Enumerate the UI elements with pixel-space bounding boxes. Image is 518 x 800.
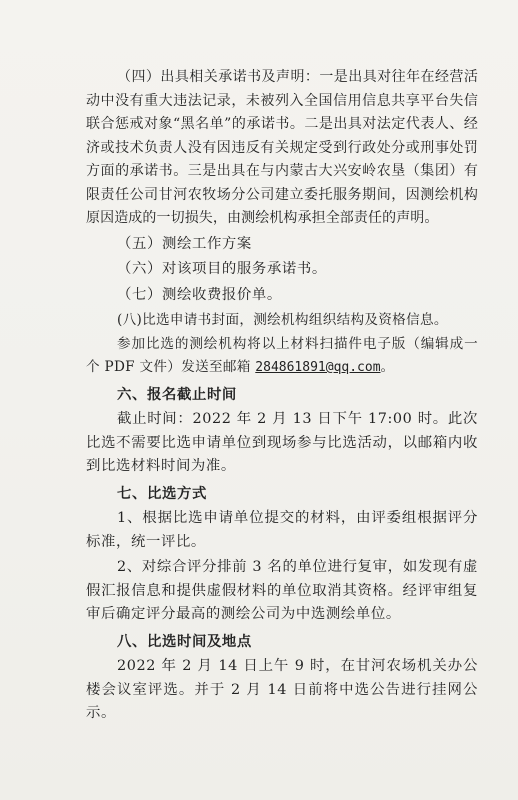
item-7-quote: （七）测绘收费报价单。: [117, 286, 282, 303]
submission-instructions: [86, 333, 478, 380]
submission-text: 参加比选的测绘机构将以上材料扫描件电子版（编辑成一个 PDF 文件）发送至邮箱: [86, 335, 478, 375]
submission-suffix: 。: [380, 359, 395, 375]
section-6-body: 截止时间：2022 年 2 月 13 日下午 17:00 时。此次比选不需要比选申请单位到现场参与比选活动，以邮箱内收到比选材料时间为准。: [86, 411, 478, 474]
section-7-title: 七、比选方式: [117, 484, 207, 502]
section-6-title: 六、报名截止时间: [117, 385, 237, 403]
item-5-plan: （五）测绘工作方案: [117, 235, 252, 252]
item-6-commitment: （六）对该项目的服务承诺书。: [117, 261, 327, 277]
section-7-paragraph-1: 1、根据比选申请单位提交的材料，由评委组根据评分标准，统一评比。: [86, 510, 478, 550]
section-8-body: 2022 年 2 月 14 日上午 9 时，在甘河农场机关办公楼会议室评选。并于 2 月 14 日前将中选公告进行挂网公示。: [86, 658, 478, 721]
section-8-title: 八、比选时间及地点: [117, 632, 252, 650]
section-7-paragraph-2: 2、对综合评分排前 3 名的单位进行复审，如发现有虚假汇报信息和提供虚假材料的单位取消其资格。经评审组复审后确定评分最高的测绘公司为中选测绘单位。: [86, 559, 478, 622]
submission-email: 284861891@qq.com: [255, 360, 381, 375]
document-body: [86, 66, 478, 726]
item-4-declaration: （四）出具相关承诺书及声明：一是出具对往年在经营活动中没有重大违法记录，未被列入全国信用信息共享平台失信联合惩戒对象“黑名单”的承诺书。二是出具对法定代表人、经济或技术负责人没有因违反有关规定受到行政处分或刑事处罚方面的承诺书。三是出具在与内蒙古大兴安岭农垦（集团）有限责任公司甘河农牧场分公司建立委托服务期间，因测绘机构原因造成的一切损失，由测绘机构承担全部责任的声明。: [86, 69, 478, 226]
item-8-cover: (八)比选申请书封面，测绘机构组织结构及资格信息。: [117, 312, 448, 328]
